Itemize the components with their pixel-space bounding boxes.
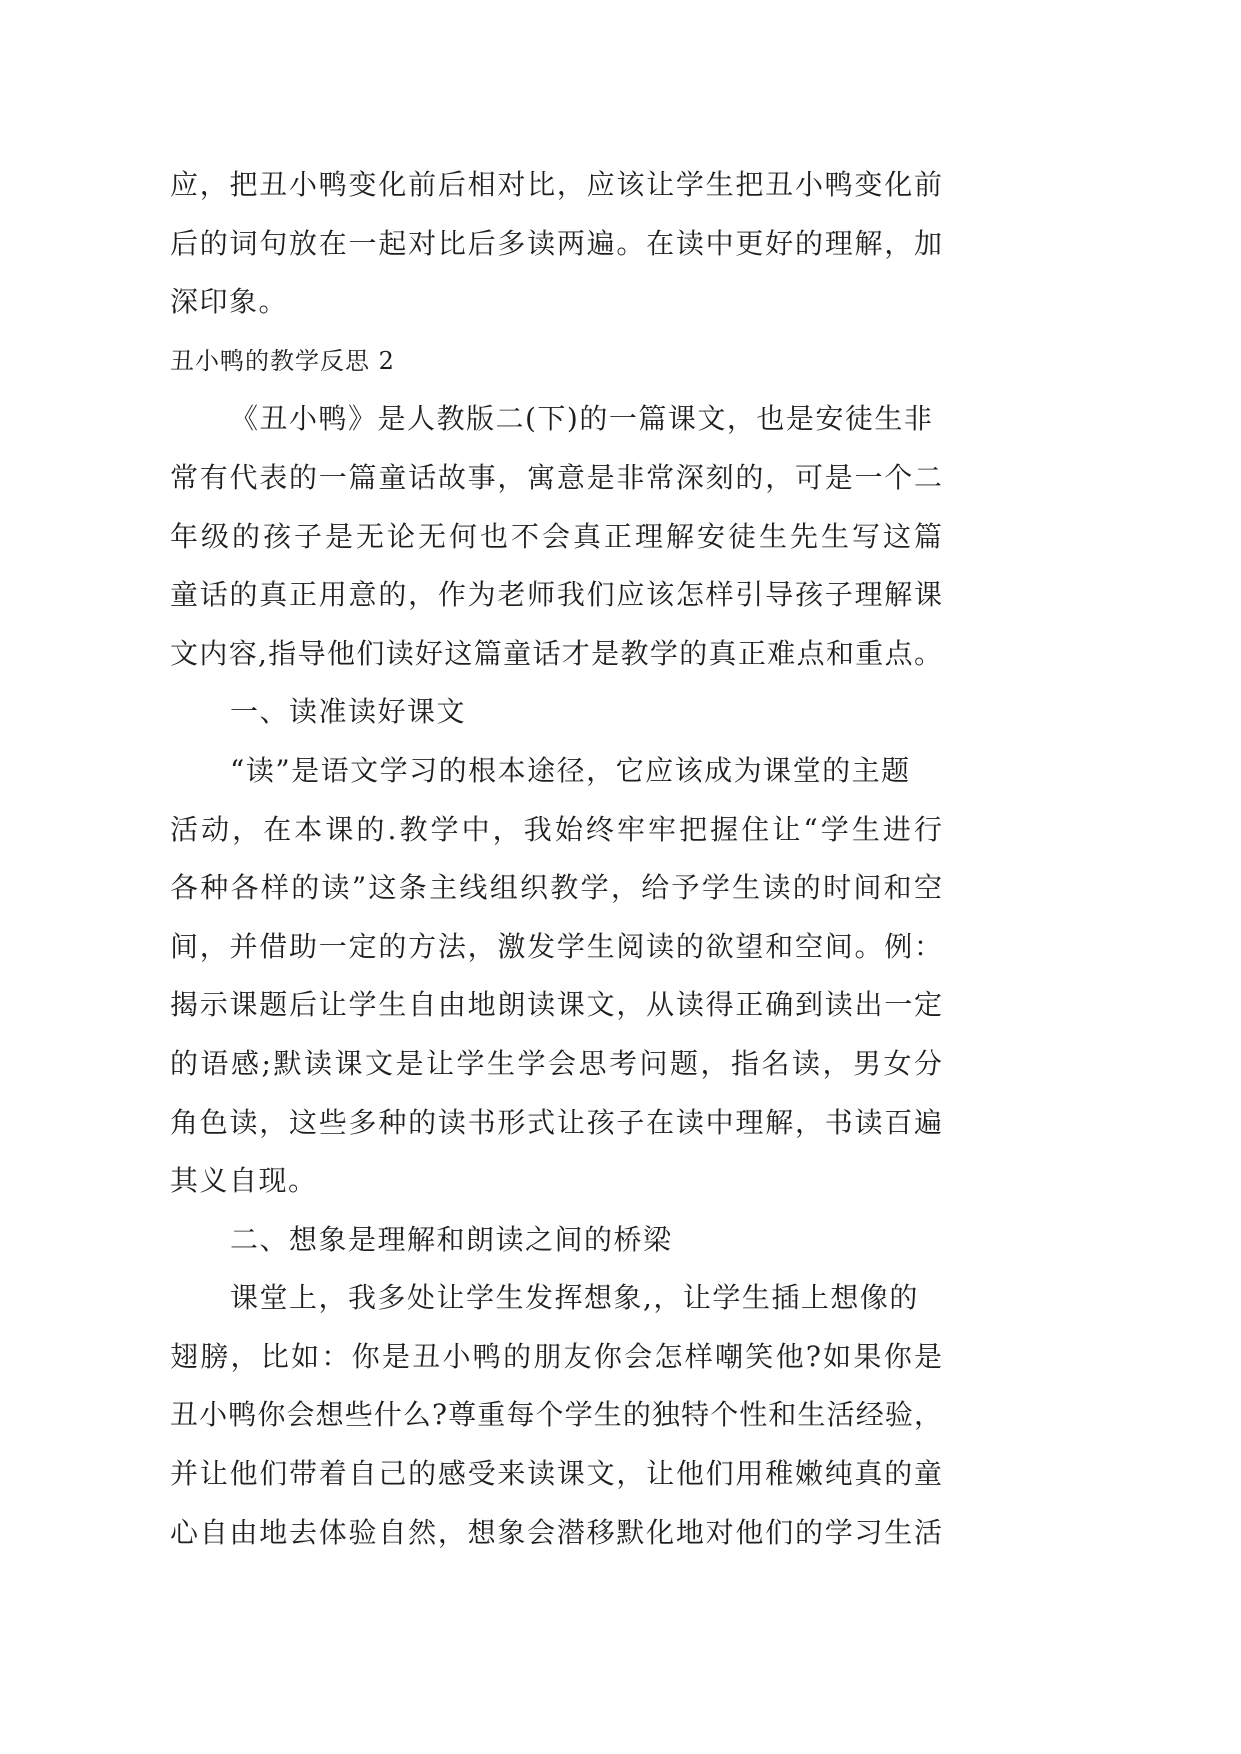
text-line: 文内容,指导他们读好这篇童话才是教学的真正难点和重点。 bbox=[170, 636, 942, 670]
text-line: 揭示课题后让学生自由地朗读课文，从读得正确到读出一定 bbox=[170, 988, 942, 1022]
text-line: 童话的真正用意的，作为老师我们应该怎样引导孩子理解课 bbox=[170, 578, 942, 612]
text-line: 间，并借助一定的方法，激发学生阅读的欲望和空间。例： bbox=[170, 929, 942, 963]
document-body bbox=[170, 156, 942, 1562]
text-line: 后的词句放在一起对比后多读两遍。在读中更好的理解，加 bbox=[170, 226, 942, 260]
text-line: 翅膀，比如：你是丑小鸭的朋友你会怎样嘲笑他?如果你是 bbox=[170, 1339, 942, 1373]
text-line: 课堂上，我多处让学生发挥想象,，让学生插上想像的 bbox=[230, 1281, 919, 1315]
text-line: 的语感;默读课文是让学生学会思考问题，指名读，男女分 bbox=[170, 1046, 942, 1080]
text-line: 《丑小鸭》是人教版二(下)的一篇课文，也是安徒生非 bbox=[230, 402, 934, 436]
text-line: 丑小鸭你会想些什么?尊重每个学生的独特个性和生活经验， bbox=[170, 1398, 942, 1432]
text-line: 并让他们带着自己的感受来读课文，让他们用稚嫩纯真的童 bbox=[170, 1457, 942, 1491]
text-line: 应，把丑小鸭变化前后相对比，应该让学生把丑小鸭变化前 bbox=[170, 168, 942, 201]
text-line: 各种各样的读”这条主线组织教学，给予学生读的时间和空 bbox=[170, 871, 942, 905]
text-line: 年级的孩子是无论无何也不会真正理解安徒生先生写这篇 bbox=[170, 519, 942, 553]
text-line: 心自由地去体验自然，想象会潜移默化地对他们的学习生活 bbox=[170, 1515, 942, 1549]
text-line: 活动，在本课的.教学中，我始终牢牢把握住让“学生进行 bbox=[170, 812, 942, 846]
text-line: 常有代表的一篇童话故事，寓意是非常深刻的，可是一个二 bbox=[170, 460, 942, 494]
subheading-2: 二、想象是理解和朗读之间的桥梁 bbox=[230, 1222, 673, 1256]
text-line: 深印象。 bbox=[170, 285, 289, 319]
text-line: 其义自现。 bbox=[170, 1164, 318, 1198]
text-line: “读”是语文学习的根本途径，它应该成为课堂的主题 bbox=[230, 753, 911, 787]
subheading-1: 一、读准读好课文 bbox=[230, 695, 467, 729]
text-line: 角色读，这些多种的读书形式让孩子在读中理解，书读百遍 bbox=[170, 1105, 942, 1139]
section-title: 丑小鸭的教学反思 2 bbox=[170, 346, 395, 375]
